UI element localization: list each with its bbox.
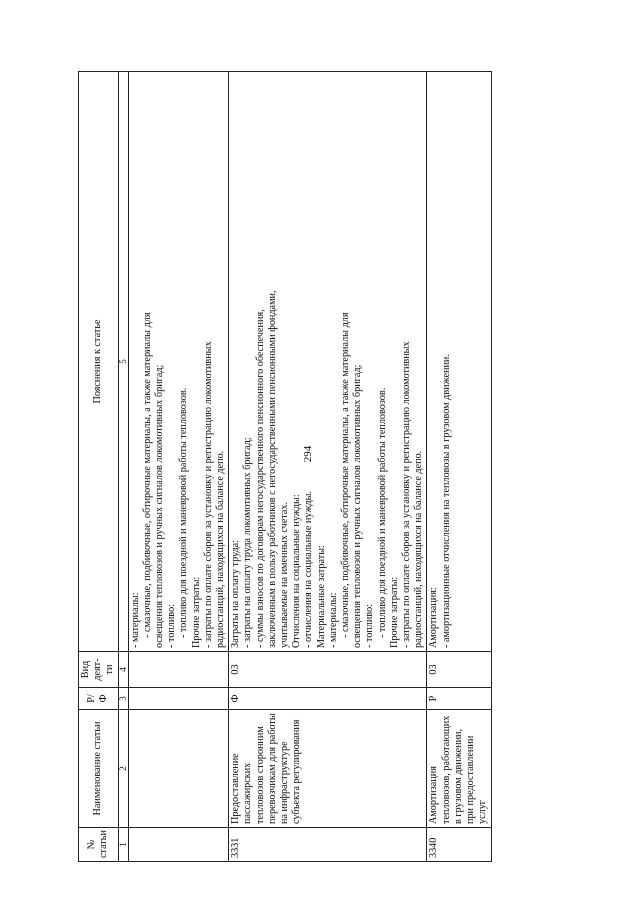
explanation-line: радиостанций, находящихся на балансе депо. <box>215 450 227 648</box>
explanation-line: - материалы: <box>129 592 141 648</box>
explanation-line: Материальные затраты: <box>315 545 327 648</box>
table-row <box>427 72 491 862</box>
explanation-line: Амортизация: <box>428 587 440 648</box>
row-explanation <box>128 72 229 652</box>
row-explanation <box>427 72 491 652</box>
cost-items-table <box>78 71 492 862</box>
header-explanation: Пояснения к статье <box>79 72 119 652</box>
row-item-number: 3340 <box>427 828 491 862</box>
row-activity-type <box>128 652 229 688</box>
row-item-name: Амортизация тепловозов, работающих в грузовом движении, при предоставлении услуг <box>427 710 491 828</box>
explanation-line: освещения тепловозов и ручных сигналов локомотивных бригад; <box>154 364 166 648</box>
row-item-number <box>128 828 229 862</box>
explanation-line: - суммы взносов по договорам негосударственного пенсионного обеспечения, <box>254 309 266 648</box>
explanation-line: - отчисления на социальные нужды. <box>303 491 315 648</box>
header-rf: Р/ Ф <box>79 688 119 710</box>
table-header-row <box>79 72 119 862</box>
table-row <box>128 72 229 862</box>
explanation-line: учитываемые на именных счетах. <box>279 501 291 648</box>
explanation-line: - амортизационные отчисления на тепловозы в грузовом движении. <box>440 354 452 648</box>
column-index-row <box>118 72 128 862</box>
row-explanation <box>229 72 427 652</box>
explanation-line: радиостанций, находящихся на балансе депо. <box>413 450 425 648</box>
column-index: 4 <box>118 652 128 688</box>
explanation-line: Прочие затраты: <box>190 576 202 648</box>
explanation-line: - топливо для поездной и маневровой работы тепловозов. <box>376 387 388 638</box>
explanation-line: - топливо для поездной и маневровой работы тепловозов. <box>178 387 190 638</box>
row-item-name <box>128 710 229 828</box>
explanation-line: - материалы: <box>327 592 339 648</box>
explanation-line: - затраты по оплате сборов за установку и регистрацию локомотивных <box>401 341 413 648</box>
explanation-line: - затраты на оплату труда локомотивных бригад; <box>242 437 254 648</box>
table-row <box>229 72 427 862</box>
column-index: 5 <box>118 72 128 652</box>
row-item-name: Предоставление пассажирских тепловозов сторонним перевозчикам для работы на инфраструктуре субъекта регулирования <box>229 710 427 828</box>
explanation-line: - смазочные, подбивочные, обтирочные материалы, а также материалы для <box>141 312 153 638</box>
page-number: 294 <box>302 445 314 463</box>
row-activity-type: 03 <box>427 652 491 688</box>
header-activity-type: Вид деят-ти <box>79 652 119 688</box>
explanation-line: заключенным в пользу работников с негосударственными пенсионными фондами, <box>266 290 278 648</box>
column-index: 3 <box>118 688 128 710</box>
explanation-line: - смазочные, подбивочные, обтирочные материалы, а также материалы для <box>340 312 352 638</box>
explanation-line: - затраты по оплате сборов за установку и регистрацию локомотивных <box>202 341 214 648</box>
explanation-line: Затраты на оплату труда: <box>230 539 242 648</box>
header-item-number: № статьи <box>79 828 119 862</box>
explanation-line: - топливо: <box>166 603 178 648</box>
row-item-number: 3331 <box>229 828 427 862</box>
row-rf: Ф <box>229 688 427 710</box>
header-item-name: Наименование статьи <box>79 710 119 828</box>
row-rf <box>128 688 229 710</box>
explanation-line: Отчисления на социальные нужды: <box>291 494 303 648</box>
column-index: 2 <box>118 710 128 828</box>
row-rf: Р <box>427 688 491 710</box>
explanation-line: освещения тепловозов и ручных сигналов локомотивных бригад; <box>352 364 364 648</box>
rotated-page-content <box>78 72 562 862</box>
row-activity-type: 03 <box>229 652 427 688</box>
explanation-line: - топливо: <box>364 603 376 648</box>
explanation-line: Прочие затраты: <box>388 576 400 648</box>
column-index: 1 <box>118 828 128 862</box>
